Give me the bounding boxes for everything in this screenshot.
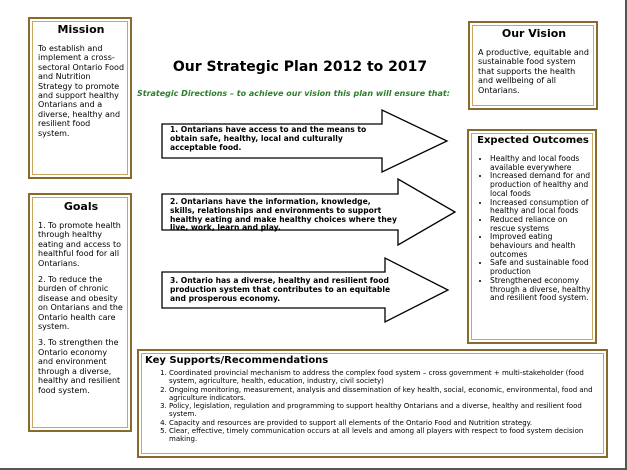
supports-heading: Key Supports/Recommendations [145, 355, 329, 366]
vision-heading: Our Vision [501, 27, 567, 40]
outcome-item: • Healthy and local foods available everywhere [490, 155, 591, 172]
vision-text: A productive, equitable and sustainable food system that supports the health and wellbeing of all Ontarians. [478, 48, 589, 95]
goal-item: 2. To reduce the burden of chronic disease and obesity on Ontarians and the Ontario health care system. [38, 275, 123, 332]
direction-3-text: 3. Ontario has a diverse, healthy and resilient food production system that contributes to an equitable and prosperous economy. [170, 276, 391, 303]
outcome-item: • Increased demand for and production of healthy and local foods [490, 172, 591, 198]
goal-item: 1. To promote health through healthy eating and access to healthful food for all Ontarians. [38, 221, 121, 268]
outcome-item: • Improved eating behaviours and health outcomes [490, 233, 591, 259]
supports-list [145, 369, 600, 443]
support-item: 2. Ongoing monitoring, measurement, analysis and dissemination of key health, social, economic, environmental, food and agriculture indicators. [169, 386, 600, 402]
goal-item: 3. To strengthen the Ontario economy and environment through a diverse, healthy and resilient food system. [38, 338, 121, 395]
support-item: 4. Capacity and resources are provided to support all elements of the Ontario Food and Nutrition strategy. [169, 419, 600, 427]
expected-outcomes-box [467, 129, 597, 344]
outcome-item: • Reduced reliance on rescue systems [490, 216, 591, 233]
support-item: 3. Policy, legislation, regulation and programming to support healthy Ontarians and a diverse, healthy and resilient food system. [169, 402, 600, 418]
goals-heading: Goals [63, 200, 99, 213]
outcomes-heading: Expected Outcomes [477, 135, 589, 146]
page-title: Our Strategic Plan 2012 to 2017 [172, 59, 428, 75]
strategic-directions-subtitle: Strategic Directions – to achieve our vision this plan will ensure that: [137, 89, 450, 98]
support-item: 1. Coordinated provincial mechanism to address the complex food system – cross government + multi-stakeholder (food system, agriculture, health, education, industry, civil society) [169, 369, 600, 385]
support-item: 5. Clear, effective, timely communication occurs at all levels and among all players with respect to food system decision making. [169, 427, 600, 443]
direction-2-text: 2. Ontarians have the information, knowledge, skills, relationships and environments to support healthy eating and make healthy choices where they live, work, learn and play. [170, 197, 397, 233]
outcome-item: • Safe and sustainable food production [490, 259, 591, 276]
outcome-item: • Increased consumption of healthy and local foods [490, 199, 591, 216]
mission-heading: Mission [57, 23, 105, 36]
direction-1-text: 1. Ontarians have access to and the means to obtain safe, healthy, local and culturally acceptable food. [170, 125, 367, 152]
mission-text: To establish and implement a cross-sectoral Ontario Food and Nutrition Strategy to promote and support healthy Ontarians and a diverse, healthy and resilient food system. [38, 44, 125, 138]
outcome-item: • Strengthened economy through a diverse, healthy and resilient food system. [490, 277, 591, 303]
key-supports-box [137, 349, 608, 458]
outcomes-list [475, 155, 591, 303]
